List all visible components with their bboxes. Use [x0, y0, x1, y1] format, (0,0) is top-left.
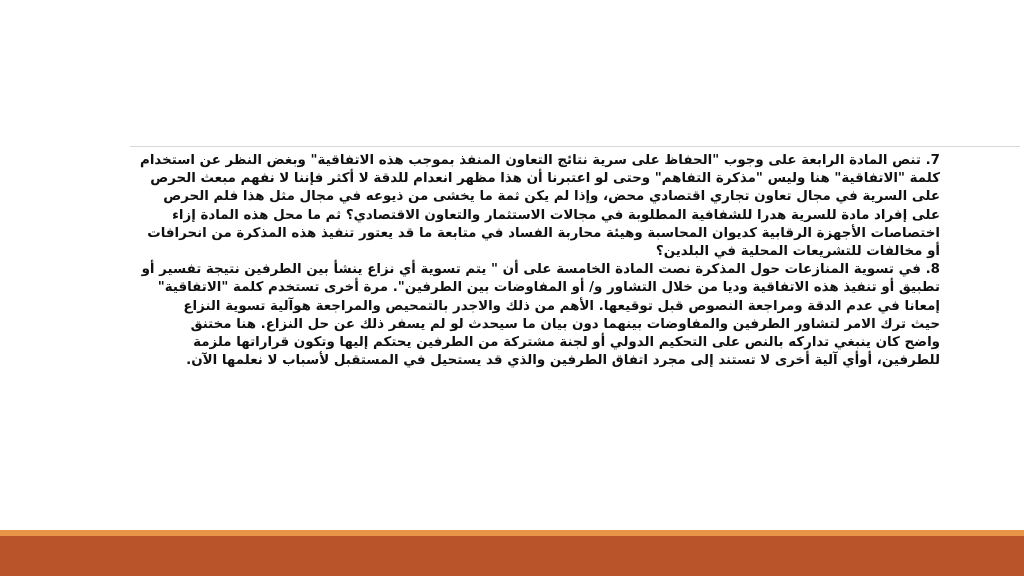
- text-line: تطبيق أو تنفيذ هذه الاتفاقية وديا من خلال التشاور و/ أو المفاوضات بين الطرفين". مرة أخرى تستخدم كلمة "الاتفاقية": [157, 280, 940, 296]
- text-line: حيث ترك الامر لتشاور الطرفين والمفاوضات بينهما دون بيان ما سيحدث لو لم يسفر ذلك عن حل النزاع. هنا مختنق: [190, 316, 940, 332]
- paragraph-article-7: [140, 152, 940, 261]
- text-line: إمعانا في عدم الدقة ومراجعة النصوص قبل توقيعها. الأهم من ذلك والاجدر بالتمحيص والمراجعة هوآلية تسوية النزاع: [183, 298, 940, 314]
- text-line: اختصاصات الأجهزة الرقابية كديوان المحاسبة وهيئة محاربة الفساد في متابعة ما قد يعتور تنفيذ هذه المذكرة من انحرافات: [147, 225, 940, 241]
- text-line: كلمة "الاتفاقية" هنا وليس "مذكرة التفاهم" وحتى لو اعتبرنا أن هذا مظهر انعدام للدقة لا أكثر فإننا لا نفهم مبعث الحرص: [150, 171, 940, 187]
- top-divider: [130, 146, 1020, 147]
- text-line: للطرفين، أوأي آلية أخرى لا تستند إلى مجرد اتفاق الطرفين والذي قد يستحيل في المستقبل لأسباب لا نعلمها الآن.: [186, 353, 940, 369]
- text-line: أو مخالفات للتشريعات المحلية في البلدين؟: [655, 244, 940, 260]
- paragraph-article-8: [141, 261, 940, 370]
- text-line: 8. في تسوية المنازعات حول المذكرة نصت المادة الخامسة على أن " يتم تسوية أي نزاع ينشأ بين الطرفين نتيجة تفسير أو: [141, 262, 940, 278]
- slide-body: [140, 152, 940, 370]
- text-line: على السرية في مجال تعاون تجاري اقتصادي محض، وإذا لم يكن ثمة ما يخشى من ذيوعه في مجال مثل هذا فلم الحرص: [163, 189, 940, 205]
- footer-bar: [0, 536, 1024, 576]
- text-line: 7. تنص المادة الرابعة على وجوب "الحفاظ على سرية نتائج التعاون المنفذ بموجب هذه الاتفاقية" وبغض النظر عن استخدام: [140, 153, 940, 168]
- text-line: على إفراد مادة للسرية هدرا للشفافية المطلوبة في مجالات الاستثمار والتعاون الاقتصادي؟ ثم ما محل هذه المادة إزاء: [172, 207, 940, 223]
- text-line: واضح كان ينبغي تداركه بالنص على التحكيم الدولي أو لجنة مشتركة من الطرفين يحتكم إليها وتكون قراراتها ملزمة: [193, 335, 940, 351]
